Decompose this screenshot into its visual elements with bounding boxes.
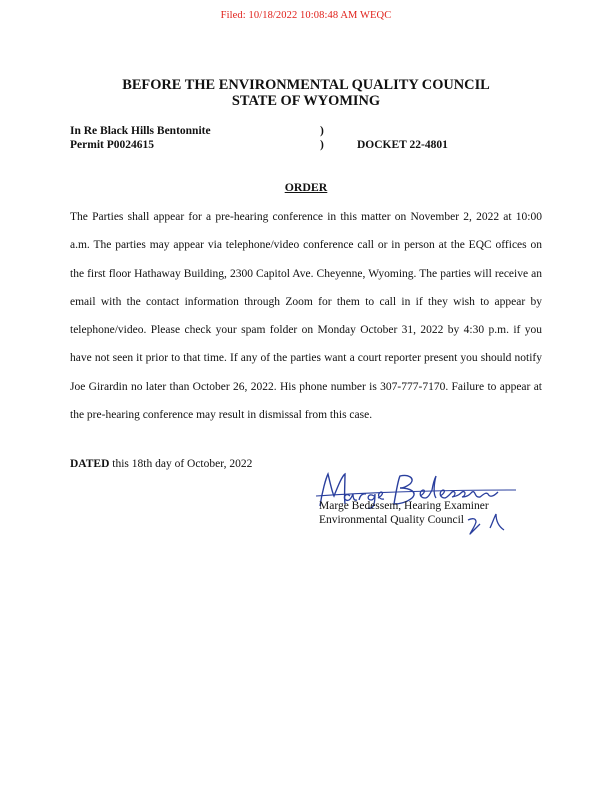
order-body: The Parties shall appear for a pre-hearing conference in this matter on November 2, 2022 at 10:00 a.m. The parties may appear via telephone/video conference call or in person at the EQC offices on the first floor Hathaway Building, 2300 Capitol Ave. Cheyenne, Wyoming. The parties will receive an email with the contact information through Zoom for them to call in if they wish to appear by telephone/video. Please check your spam folder on Monday October 31, 2022 by 4:30 p.m. if you have not seen it prior to that time. If any of the parties want a court reporter present you should notify Joe Girardin no later than October 26, 2022. His phone number is 307-777-7170. Failure to appear at the pre-hearing conference may result in dismissal from this case.: [70, 211, 542, 422]
caption-row-1: [70, 124, 550, 138]
caption-matter-name: In Re Black Hills Bentonnite: [70, 125, 211, 137]
signer-council: Environmental Quality Council: [319, 514, 465, 526]
caption-paren: ): [320, 139, 324, 151]
dated-label: DATED: [70, 458, 110, 470]
handwritten-initials: [466, 510, 506, 536]
dated-text: this 18th day of October, 2022: [109, 458, 253, 470]
heading-line-state: STATE OF WYOMING: [231, 93, 381, 109]
signer-name-title: Marge Bedessem, Hearing Examiner: [319, 500, 489, 512]
docket-number: DOCKET 22-4801: [357, 139, 448, 151]
caption-paren: ): [320, 125, 324, 137]
case-caption: [70, 124, 550, 152]
dated-line: [70, 458, 252, 470]
caption-row-2: [70, 138, 550, 152]
order-title: ORDER: [284, 180, 328, 194]
signer-block: [319, 499, 489, 527]
document-heading: [0, 77, 612, 109]
filed-stamp: Filed: 10/18/2022 10:08:48 AM WEQC: [220, 10, 392, 21]
caption-permit: Permit P0024615: [70, 139, 154, 151]
heading-line-council: BEFORE THE ENVIRONMENTAL QUALITY COUNCIL: [122, 77, 490, 93]
